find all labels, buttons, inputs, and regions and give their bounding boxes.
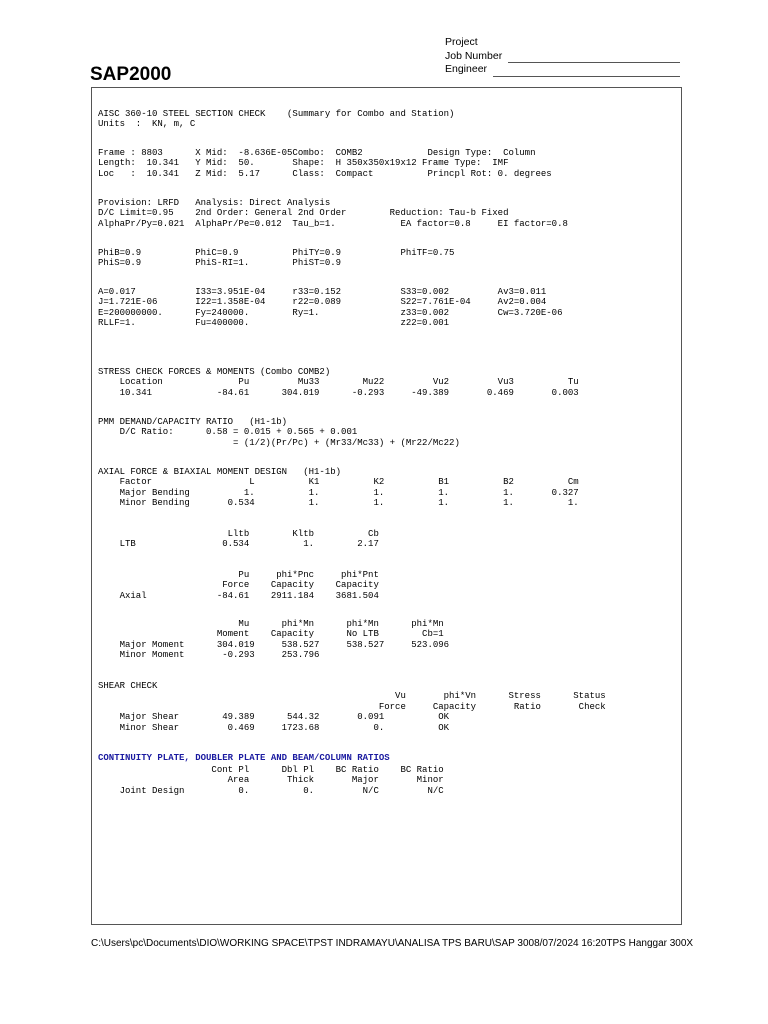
moment-capacity-block: Mu phi*Mn phi*Mn phi*Mn Moment Capacity No LTB Cb=1 Major Moment 304.019 538.527 538.527 523.096 Minor Moment -0.293 253.796 [119, 619, 450, 661]
report-frame [91, 87, 682, 925]
report-header: AISC 360-10 STEEL SECTION CHECK (Summary for Combo and Station) Units : KN, m, C [98, 109, 455, 130]
frame-info-block: Frame : 8803 X Mid: -8.636E-05Combo: COMB2 Design Type: Column Length: 10.341 Y Mid: 50. Shape: H 350x350x19x12 Frame Type: IMF Loc : 10.341 Z Mid: 5.17 Class: Compact Princpl Rot: 0. degrees [98, 148, 552, 179]
axial-capacity-block: Pu phi*Pnc phi*Pnt Force Capacity Capacity Axial -84.61 2911.184 3681.504 [119, 570, 379, 601]
engineer-label: Engineer [445, 63, 488, 75]
job-number-value-line [508, 52, 680, 63]
engineer-value-line [493, 66, 680, 77]
axial-biaxial-block: AXIAL FORCE & BIAXIAL MOMENT DESIGN (H1-1b) Factor L K1 K2 B1 B2 Cm Major Bending 1. 1. 1. 1. 1. 0.327 Minor Bending 0.534 1. 1. 1. 1. 1. [98, 467, 579, 509]
job-number-row [445, 50, 680, 64]
section-properties-block: A=0.017 I33=3.951E-04 r33=0.152 S33=0.002 Av3=0.011 J=1.721E-06 I22=1.358E-04 r22=0.089 S22=7.761E-04 Av2=0.004 E=200000000. Fy=240000. Ry=1. z33=0.002 Cw=3.720E-06 RLLF=1. Fu=400000. z22=0.001 [98, 287, 563, 329]
shear-check-block: SHEAR CHECK Vu phi*Vn Stress Status Force Capacity Ratio Check Major Shear 49.389 544.32 0.091 OK Minor Shear 0.469 1723.68 0. OK [98, 681, 606, 733]
pmm-ratio-block: PMM DEMAND/CAPACITY RATIO (H1-1b) D/C Ratio: 0.58 = 0.015 + 0.565 + 0.001 = (1/2)(Pr/Pc) + (Mr33/Mc33) + (Mr22/Mc22) [98, 417, 460, 448]
footer-file-path: C:\Users\pc\Documents\DIO\WORKING SPACE\TPST INDRAMAYU\ANALISA TPS BARU\SAP 3008/07/2024 16:20TPS Hanggar 300X [91, 938, 694, 949]
job-number-label: Job Number [445, 49, 503, 62]
engineer-row [445, 63, 680, 77]
continuity-table: Cont Pl Dbl Pl BC Ratio BC Ratio Area Thick Major Minor Joint Design 0. 0. N/C N/C [119, 765, 444, 796]
phi-factors-block: PhiB=0.9 PhiC=0.9 PhiTY=0.9 PhiTF=0.75 PhiS=0.9 PhiS-RI=1. PhiST=0.9 [98, 248, 455, 269]
ltb-block: Lltb Kltb Cb LTB 0.534 1. 2.17 [119, 529, 379, 550]
app-brand: SAP2000 [90, 64, 172, 85]
continuity-title: CONTINUITY PLATE, DOUBLER PLATE AND BEAM/COLUMN RATIOS [98, 753, 390, 763]
project-row [445, 36, 680, 50]
project-fields [445, 36, 680, 77]
provision-block: Provision: LRFD Analysis: Direct Analysis D/C Limit=0.95 2nd Order: General 2nd Order Reduction: Tau-b Fixed AlphaPr/Py=0.021 AlphaPr/Pe=0.012 Tau_b=1. EA factor=0.8 EI factor=0.8 [98, 198, 568, 229]
project-value-line [484, 40, 680, 50]
stress-check-block: STRESS CHECK FORCES & MOMENTS (Combo COMB2) Location Pu Mu33 Mu22 Vu2 Vu3 Tu 10.341 -84.61 304.019 -0.293 -49.389 0.469 0.003 [98, 367, 579, 398]
project-label: Project [445, 36, 478, 48]
